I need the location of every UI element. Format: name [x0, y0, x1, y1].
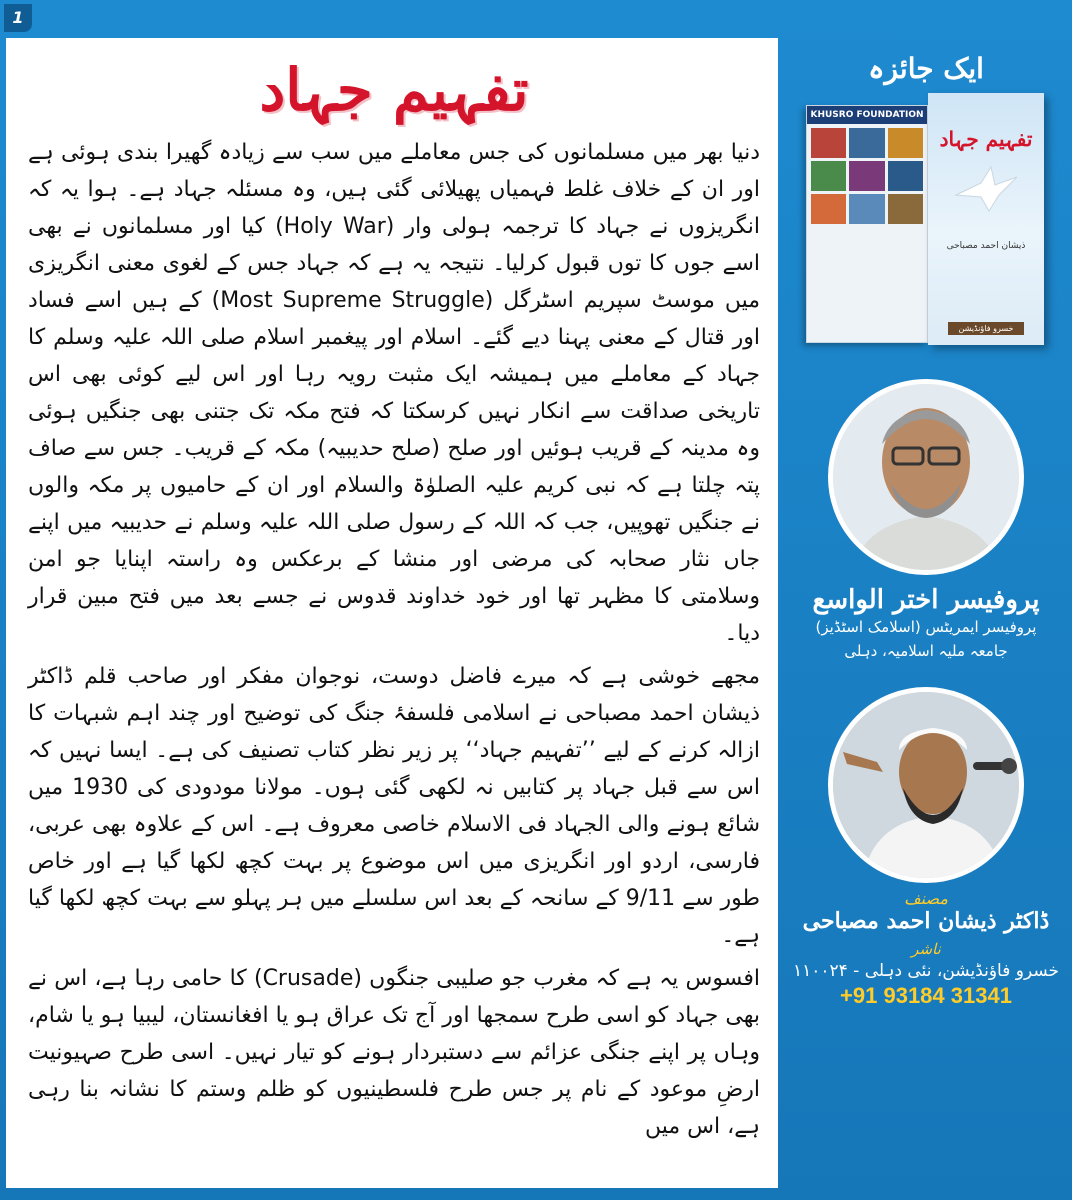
reviewer-photo [828, 379, 1024, 575]
dove-icon [928, 165, 1044, 219]
page-number: 1 [4, 4, 32, 32]
author-label: مصنف [904, 889, 948, 908]
book-thumbnail [888, 128, 923, 158]
article-paragraph: مجھے خوشی ہے کہ میرے فاضل دوست، نوجوان مفکر اور صاحب قلم ڈاکٹر ذیشان احمد مصباحی نے اسلامی فلسفۂ جنگ کی توضیح اور چند اہم شبہات کا ازالہ کرنے کے لیے ’’تفہیم جہاد‘‘ پر زیر نظر کتاب تصنیف کی ہے۔ ایسا نہیں کہ اس سے قبل جہاد پر کتابیں نہ لکھی گئی ہوں۔ مولانا مودودی کی 1930 میں شائع ہونے والی الجہاد فی الاسلام خاصی معروف ہے۔ اس کے علاوہ بھی عربی، فارسی، اردو اور انگریزی میں اس موضوع پر بہت کچھ لکھا گیا ہے اور خاص طور سے 9/11 کے سانحہ کے بعد اس سلسلے میں ہر پہلو سے بہت کچھ لکھا گیا ہے۔ [28, 664, 760, 948]
book-back-cover [806, 105, 928, 343]
book-author: ذیشان احمد مصباحی [946, 241, 1026, 251]
reviewer-name: پروفیسر اختر الواسع [812, 585, 1040, 615]
book-thumbnails [807, 124, 927, 228]
reviewer-title: پروفیسر ایمریٹس (اسلامک اسٹڈیز) [815, 618, 1037, 636]
article-paragraph: دنیا بھر میں مسلمانوں کی جس معاملے میں سب سے زیادہ گھیرا بندی ہوئی ہے اور ان کے خلاف غلط فہمیاں پھیلائی گئی ہیں، وہ مسئلہ جہاد ہے۔ ہوا یہ کہ انگریزوں نے جہاد کا ترجمہ ہولی وار (Holy War) کیا اور مسلمانوں نے بھی اسے جوں کا توں قبول کرلیا۔ نتیجہ یہ ہے کہ جہاد جس کے لغوی معنی انگریزی میں موسٹ سپریم اسٹرگل (Most Supreme Struggle) کے ہیں اسے فساد اور قتال کے معنی پہنا دیے گئے۔ اسلام اور پیغمبر اسلام صلی اللہ علیہ وسلم کا جہاد کے معاملے میں ہمیشہ ایک مثبت رویہ رہا اور اس لیے کوئی بھی اس تاریخی صداقت سے انکار نہیں کرسکتا کہ فتح مکہ تک جتنی بھی جنگیں ہوئی وہ مدینہ کے قریب ہوئیں اور صلح (صلح حدیبیہ) مکہ کے قریب۔ جس سے صاف پتہ چلتا ہے کہ نبی کریم علیہ الصلوٰۃ والسلام اور ان کے حامیوں پر مکہ والوں نے جنگیں تھوپیں، جب کہ اللہ کے رسول صلی اللہ علیہ وسلم نے حدیبیہ میں اپنے جاں نثار صحابہ کی مرضی اور منشا کے برعکس وہ راستہ اپنایا جو امن وسلامتی کا مظہر تھا اور خود خداوند قدوس نے جسے بعد میں فتح مبین قرار دیا۔ [28, 140, 760, 646]
author-photo [828, 687, 1024, 883]
book-front-cover [928, 93, 1044, 345]
author-name: ڈاکٹر ذیشان احمد مصباحی [802, 908, 1050, 934]
book-thumbnail [811, 128, 846, 158]
book-thumbnail [888, 161, 923, 191]
book-thumbnail [849, 161, 884, 191]
book-publisher-strip: خسرو فاؤنڈیشن [948, 322, 1024, 335]
book-back-header: KHUSRO FOUNDATION [807, 106, 927, 124]
book-thumbnail [811, 161, 846, 191]
article-body [28, 134, 760, 1145]
sidebar [786, 38, 1066, 1188]
book-thumbnail [888, 194, 923, 224]
book-cover-image [806, 93, 1046, 353]
article-panel [6, 38, 778, 1188]
publisher-label: ناشر [911, 940, 941, 958]
reviewer-institution: جامعہ ملیہ اسلامیہ، دہلی [844, 642, 1008, 660]
publisher-name: خسرو فاؤنڈیشن، نئی دہلی - ۱۱۰۰۲۴ [792, 961, 1060, 981]
book-thumbnail [849, 194, 884, 224]
book-thumbnail [849, 128, 884, 158]
book-title: تفہیم جہاد [939, 127, 1033, 151]
article-paragraph: افسوس یہ ہے کہ مغرب جو صلیبی جنگوں (Crusade) کا حامی رہا ہے، اس نے بھی جہاد کو اسی طرح سمجھا اور آج تک عراق ہو یا افغانستان، لیبیا ہو یا شام، وہاں پر اپنے جنگی عزائم سے دستبردار ہونے کو تیار نہیں۔ اسی طرح صہیونیت ارضِ موعود کے نام پر جس طرح فلسطینیوں کو ظلم وستم کا نشانہ بنا رہی ہے، اس میں [28, 966, 760, 1139]
section-label: ایک جائزہ [868, 52, 984, 85]
book-thumbnail [811, 194, 846, 224]
article-title: تفہیم جہاد [259, 56, 529, 124]
phone-number: +91 93184 31341 [840, 983, 1012, 1008]
